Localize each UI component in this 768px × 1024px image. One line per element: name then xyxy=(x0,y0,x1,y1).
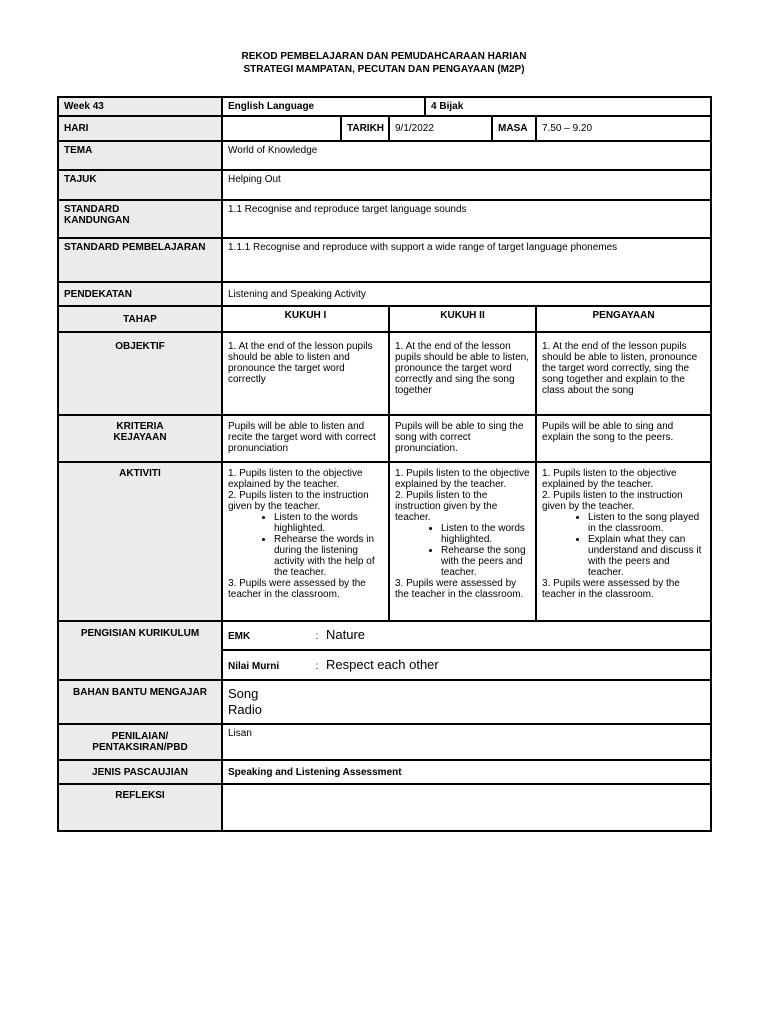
kriteria-label xyxy=(58,415,222,462)
row-refleksi xyxy=(58,784,711,831)
bbm-value xyxy=(222,680,711,724)
penilaian-value: Lisan xyxy=(222,724,711,760)
sk-label-line1: STANDARD xyxy=(64,204,120,215)
masa-value: 7.50 – 9.20 xyxy=(536,116,711,141)
kriteria-label-line1: KRITERIA xyxy=(116,421,164,432)
emk-cell xyxy=(222,621,711,650)
week-cell: Week 43 xyxy=(58,97,222,116)
pengisian-label: PENGISIAN KURIKULUM xyxy=(58,621,222,680)
bbm-label: BAHAN BANTU MENGAJAR xyxy=(58,680,222,724)
aktiviti-step: 1. Pupils listen to the objective explained by the teacher. xyxy=(542,468,677,490)
pendekatan-label: PENDEKATAN xyxy=(58,282,222,306)
row-standard-kandungan xyxy=(58,200,711,238)
hari-value xyxy=(222,116,341,141)
penilaian-label-line2: PENTAKSIRAN/PBD xyxy=(92,742,188,753)
kriteria-label-line2: KEJAYAAN xyxy=(113,432,167,443)
bbm-item-song: Song xyxy=(228,686,259,701)
penilaian-label-line1: PENILAIAN/ xyxy=(111,731,169,742)
row-tahap xyxy=(58,306,711,332)
kriteria-kukuh-2: Pupils will be able to sing the song with correct pronunciation. xyxy=(389,415,536,462)
row-bbm xyxy=(58,680,711,724)
title-line-2: STRATEGI MAMPATAN, PECUTAN DAN PENGAYAAN (M2P) xyxy=(243,64,525,75)
list-item: • Explain what they can understand and discuss it with the peers and teacher. xyxy=(588,534,705,578)
list-item: • Listen to the words highlighted. xyxy=(274,512,383,534)
objektif-label: OBJEKTIF xyxy=(58,332,222,415)
hari-label: HARI xyxy=(58,116,222,141)
aktiviti-step: 3. Pupils were assessed by the teacher in the classroom. xyxy=(228,578,366,600)
list-item: • Rehearse the song with the peers and teacher. xyxy=(441,545,530,578)
masa-label: MASA xyxy=(492,116,536,141)
row-kriteria xyxy=(58,415,711,462)
pendekatan-value: Listening and Speaking Activity xyxy=(222,282,711,306)
row-standard-pembelajaran xyxy=(58,238,711,282)
tarikh-value: 9/1/2022 xyxy=(389,116,492,141)
row-tema xyxy=(58,141,711,170)
row-tajuk xyxy=(58,170,711,200)
emk-value: Nature xyxy=(326,627,366,642)
aktiviti-label: AKTIVITI xyxy=(58,462,222,621)
tahap-kukuh-1: KUKUH I xyxy=(222,306,389,332)
objektif-kukuh-2: 1. At the end of the lesson pupils should be able to listen, pronounce the target word correctly and sing the song together xyxy=(389,332,536,415)
row-aktiviti xyxy=(58,462,711,621)
list-item: • Listen to the words highlighted. xyxy=(441,523,530,545)
aktiviti-bullet-list xyxy=(395,523,530,578)
aktiviti-step: 1. Pupils listen to the objective explained by the teacher. xyxy=(395,468,530,490)
sk-label xyxy=(58,200,222,238)
row-week xyxy=(58,97,711,116)
aktiviti-bullet-list xyxy=(228,512,383,578)
tarikh-label: TARIKH xyxy=(341,116,389,141)
sp-label: STANDARD PEMBELAJARAN xyxy=(58,238,222,282)
tajuk-value: Helping Out xyxy=(222,170,711,200)
objektif-pengayaan: 1. At the end of the lesson pupils should be able to listen, pronounce the target word correctly, sing the song together and explain to the class about the song xyxy=(536,332,711,415)
emk-colon: : xyxy=(315,631,319,642)
sk-value: 1.1 Recognise and reproduce target language sounds xyxy=(222,200,711,238)
row-pengisian-emk xyxy=(58,621,711,650)
tahap-label: TAHAP xyxy=(58,306,222,332)
bbm-item-radio: Radio xyxy=(228,702,262,717)
emk-label: EMK xyxy=(228,631,251,642)
tahap-pengayaan: PENGAYAAN xyxy=(536,306,711,332)
aktiviti-step: 3. Pupils were assessed by the teacher in the classroom. xyxy=(395,578,524,600)
aktiviti-bullet-list xyxy=(542,512,705,578)
kriteria-kukuh-1: Pupils will be able to listen and recite the target word with correct pronunciation xyxy=(222,415,389,462)
aktiviti-kukuh-2 xyxy=(389,462,536,621)
nilai-cell xyxy=(222,650,711,680)
pascaujian-value: Speaking and Listening Assessment xyxy=(222,760,711,784)
objektif-kukuh-1: 1. At the end of the lesson pupils should be able to listen and pronounce the target word correctly xyxy=(222,332,389,415)
row-objektif xyxy=(58,332,711,415)
row-hari xyxy=(58,116,711,141)
row-penilaian xyxy=(58,724,711,760)
row-pendekatan xyxy=(58,282,711,306)
subject-cell: English Language xyxy=(222,97,425,116)
document-title xyxy=(0,50,768,76)
aktiviti-step: 2. Pupils listen to the instruction given by the teacher. xyxy=(542,490,683,512)
kriteria-pengayaan: Pupils will be able to sing and explain the song to the peers. xyxy=(536,415,711,462)
aktiviti-step: 2. Pupils listen to the instruction given by the teacher. xyxy=(395,490,498,523)
pascaujian-label: JENIS PASCAUJIAN xyxy=(58,760,222,784)
refleksi-value xyxy=(222,784,711,831)
aktiviti-pengayaan xyxy=(536,462,711,621)
list-item: • Listen to the song played in the classroom. xyxy=(588,512,705,534)
list-item: • Rehearse the words in during the listening activity with the help of the teacher. xyxy=(274,534,383,578)
tema-label: TEMA xyxy=(58,141,222,170)
nilai-colon: : xyxy=(315,660,319,672)
aktiviti-step: 2. Pupils listen to the instruction given by the teacher. xyxy=(228,490,369,512)
refleksi-label: REFLEKSI xyxy=(58,784,222,831)
tema-value: World of Knowledge xyxy=(222,141,711,170)
nilai-label: Nilai Murni xyxy=(228,660,280,672)
tahap-kukuh-2: KUKUH II xyxy=(389,306,536,332)
penilaian-label xyxy=(58,724,222,760)
aktiviti-step: 3. Pupils were assessed by the teacher in the classroom. xyxy=(542,578,680,600)
class-cell: 4 Bijak xyxy=(425,97,711,116)
aktiviti-step: 1. Pupils listen to the objective explained by the teacher. xyxy=(228,468,363,490)
lesson-plan-table xyxy=(57,96,712,832)
nilai-value: Respect each other xyxy=(326,656,439,672)
sp-value: 1.1.1 Recognise and reproduce with support a wide range of target language phonemes xyxy=(222,238,711,282)
row-pascaujian xyxy=(58,760,711,784)
tajuk-label: TAJUK xyxy=(58,170,222,200)
sk-label-line2: KANDUNGAN xyxy=(64,215,130,226)
aktiviti-kukuh-1 xyxy=(222,462,389,621)
title-line-1: REKOD PEMBELAJARAN DAN PEMUDAHCARAAN HARIAN xyxy=(241,51,527,62)
